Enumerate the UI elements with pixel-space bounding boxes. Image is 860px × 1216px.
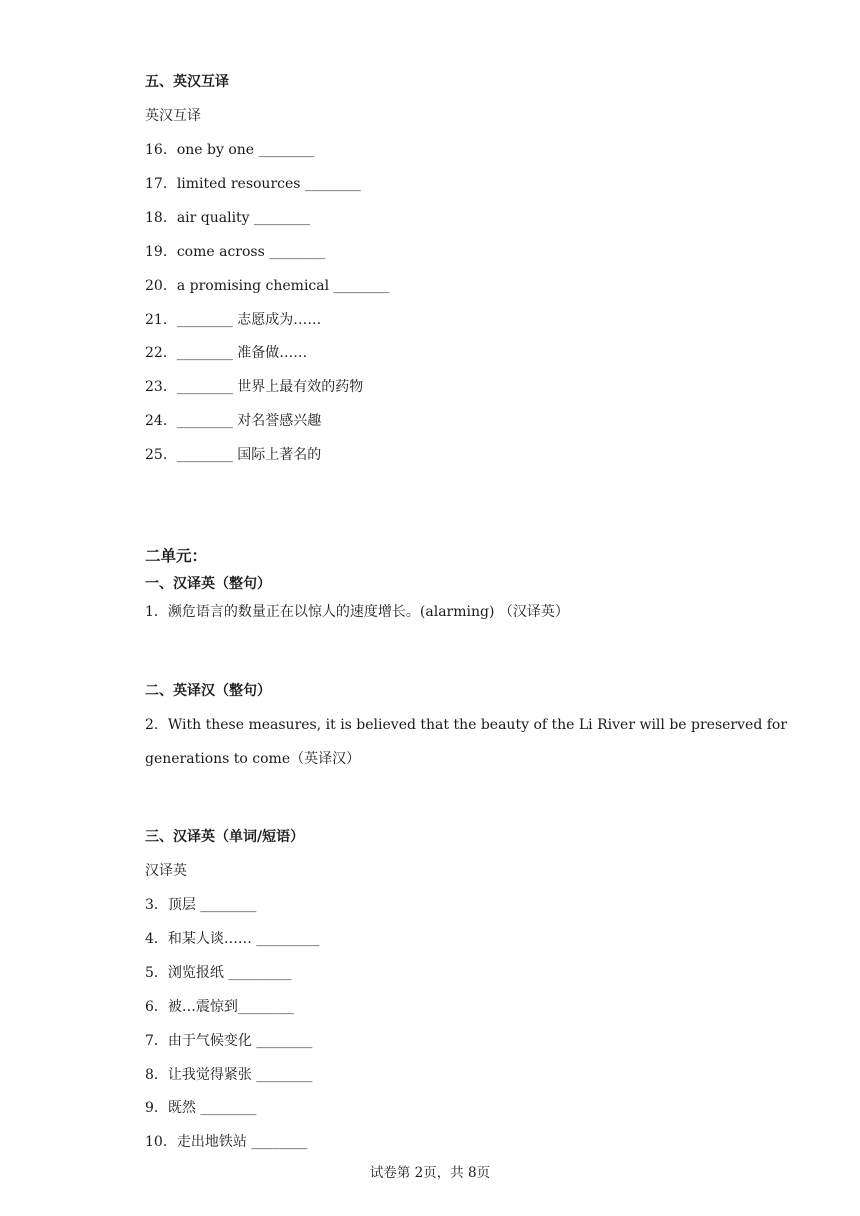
unit-title: 二单元： xyxy=(145,547,208,565)
question-23: 23．________ 世界上最有效的药物 xyxy=(145,379,364,395)
page-footer: 试卷第 2页，共 8页 xyxy=(369,1165,491,1181)
question-24: 24．________ 对名誉感兴趣 xyxy=(145,413,322,429)
section-subheading: 英汉互译 xyxy=(145,108,201,124)
question-2-line2: generations to come（英译汉） xyxy=(145,751,361,767)
question-19: 19．come across ________ xyxy=(145,244,326,260)
part3-heading: 三、汉译英（单词/短语） xyxy=(145,829,305,845)
question-18: 18．air quality ________ xyxy=(145,210,311,226)
question-7: 7．由于气候变化 ________ xyxy=(145,1033,313,1049)
question-2-line1: 2．With these measures, it is believed that the beauty of the Li River will be preserved for xyxy=(145,717,788,733)
part1-heading: 一、汉译英（整句） xyxy=(145,576,271,592)
question-20: 20．a promising chemical ________ xyxy=(145,278,390,294)
question-25: 25．________ 国际上著名的 xyxy=(145,447,322,463)
part3-subheading: 汉译英 xyxy=(145,863,187,879)
question-10: 10．走出地铁站 ________ xyxy=(145,1134,308,1150)
question-3: 3．顶层 ________ xyxy=(145,897,257,913)
question-21: 21．________ 志愿成为…… xyxy=(145,312,322,328)
question-17: 17．limited resources ________ xyxy=(145,176,361,192)
part2-heading: 二、英译汉（整句） xyxy=(145,683,271,699)
question-4: 4．和某人谈…… _________ xyxy=(145,931,320,947)
question-16: 16．one by one ________ xyxy=(145,142,315,158)
question-22: 22．________ 准备做…… xyxy=(145,345,308,361)
question-9: 9．既然 ________ xyxy=(145,1100,257,1116)
question-5: 5．浏览报纸 _________ xyxy=(145,965,292,981)
question-6: 6．被…震惊到________ xyxy=(145,999,294,1015)
section-heading: 五、英汉互译 xyxy=(145,74,229,90)
question-1: 1．濒危语言的数量正在以惊人的速度增长。(alarming) （汉译英） xyxy=(145,604,569,620)
question-8: 8．让我觉得紧张 ________ xyxy=(145,1067,313,1083)
